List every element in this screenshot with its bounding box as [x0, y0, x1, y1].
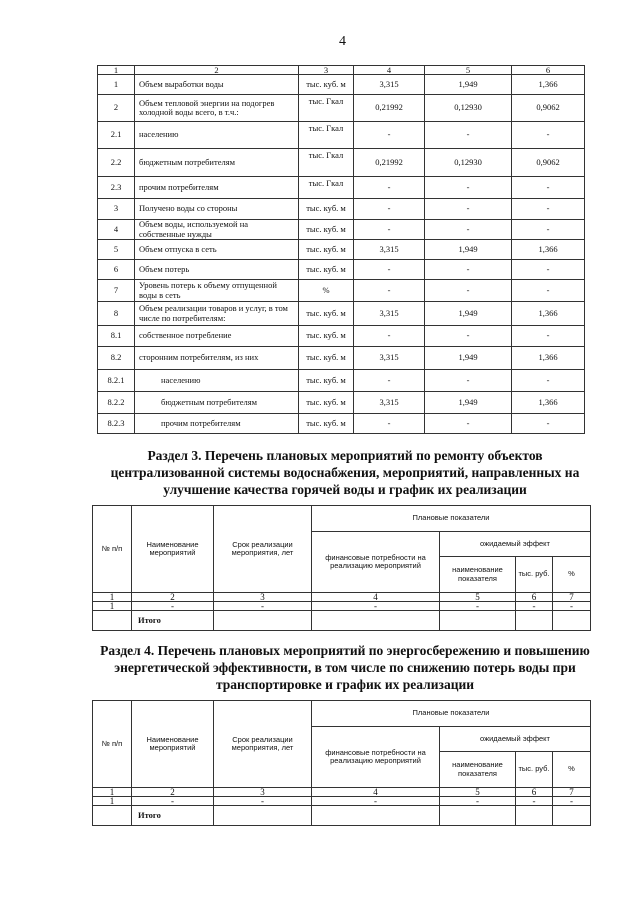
table-row: [98, 302, 585, 326]
table-row: [98, 220, 585, 240]
header-name: Наименование мероприятий: [132, 506, 214, 593]
cell-v6: -: [512, 414, 585, 434]
column-numbers-row: [93, 788, 591, 797]
column-number: 4: [354, 66, 425, 75]
cell-v6: 1,366: [512, 240, 585, 260]
cell-name: Объем выработки воды: [135, 75, 299, 95]
header-indicator: наименование показателя: [440, 752, 516, 788]
cell-v5: -: [425, 260, 512, 280]
table-row: [98, 177, 585, 199]
cell-v4: 3,315: [354, 302, 425, 326]
cell-v5: 1,949: [425, 240, 512, 260]
cell-v6: 1,366: [512, 392, 585, 414]
table-row: [98, 280, 585, 302]
cell-v4: 3,315: [354, 347, 425, 370]
cell-v6: 0,9062: [512, 95, 585, 122]
cell-unit: тыс. Гкал: [299, 177, 354, 199]
cell: -: [214, 797, 312, 806]
cell-n: 1: [98, 75, 135, 95]
table-row: [93, 797, 591, 806]
cell-v4: -: [354, 280, 425, 302]
table-row: [98, 392, 585, 414]
cell-n: 7: [98, 280, 135, 302]
cell-v4: -: [354, 122, 425, 149]
cell-v4: -: [354, 370, 425, 392]
header-pct: %: [553, 557, 591, 593]
total-row: [93, 611, 591, 631]
cell: -: [214, 602, 312, 611]
table-row: [98, 149, 585, 177]
cell-n: 8.1: [98, 326, 135, 347]
column-number: 3: [214, 788, 312, 797]
cell-name: Уровень потерь к объему отпущенной воды в сеть: [135, 280, 299, 302]
column-number: 2: [132, 788, 214, 797]
header-name: Наименование мероприятий: [132, 701, 214, 788]
cell-v6: -: [512, 220, 585, 240]
cell: -: [440, 797, 516, 806]
cell-v6: 1,366: [512, 302, 585, 326]
cell: -: [132, 797, 214, 806]
total-row: [93, 806, 591, 826]
cell-n: 6: [98, 260, 135, 280]
column-number: 1: [98, 66, 135, 75]
cell-v4: 0,21992: [354, 149, 425, 177]
cell-unit: тыс. Гкал: [299, 149, 354, 177]
column-number: 3: [214, 593, 312, 602]
column-number: 5: [425, 66, 512, 75]
table-row: [98, 370, 585, 392]
cell-v5: -: [425, 326, 512, 347]
cell-name: бюджетным потребителям: [135, 392, 299, 414]
column-number: 7: [553, 788, 591, 797]
cell-n: 5: [98, 240, 135, 260]
cell-v5: 1,949: [425, 75, 512, 95]
cell-unit: тыс. куб. м: [299, 240, 354, 260]
cell-v6: -: [512, 370, 585, 392]
header-fin: финансовые потребности на реализацию мероприятий: [312, 532, 440, 593]
cell-name: бюджетным потребителям: [135, 149, 299, 177]
section-4-title: Раздел 4. Перечень плановых мероприятий по энергосбережению и повышению энергетической эффективности, в том числе по снижению потерь воды при транспортировке и график их реализации: [100, 643, 590, 692]
section-3-title: Раздел 3. Перечень плановых мероприятий по ремонту объектов централизованной системы водоснабжения, мероприятий, направленных на улучшение качества горячей воды и график их реализации: [110, 448, 580, 497]
cell-v5: -: [425, 177, 512, 199]
section-4-table: [92, 700, 591, 826]
column-number: 7: [553, 593, 591, 602]
cell-n: 8: [98, 302, 135, 326]
cell-v5: -: [425, 414, 512, 434]
header-term: Срок реализации мероприятия, лет: [214, 506, 312, 593]
cell-v5: 1,949: [425, 302, 512, 326]
cell: 1: [93, 602, 132, 611]
cell-unit: %: [299, 280, 354, 302]
cell-v6: -: [512, 326, 585, 347]
cell-v5: 0,12930: [425, 95, 512, 122]
cell-v4: 3,315: [354, 392, 425, 414]
cell-n: 2.3: [98, 177, 135, 199]
cell-n: 8.2.3: [98, 414, 135, 434]
header-num: № п/п: [93, 701, 132, 788]
cell-unit: тыс. куб. м: [299, 75, 354, 95]
cell-v4: -: [354, 414, 425, 434]
cell-name: населению: [135, 370, 299, 392]
header-pct: %: [553, 752, 591, 788]
section-3-table: [92, 505, 591, 631]
column-number: 6: [512, 66, 585, 75]
cell-name: Объем отпуска в сеть: [135, 240, 299, 260]
table-row: [98, 260, 585, 280]
cell: -: [312, 797, 440, 806]
cell-v4: -: [354, 199, 425, 220]
cell-unit: тыс. куб. м: [299, 414, 354, 434]
table-row: [98, 199, 585, 220]
column-number: 5: [440, 788, 516, 797]
column-number: 1: [93, 593, 132, 602]
cell-name: сторонним потребителям, из них: [135, 347, 299, 370]
cell: -: [553, 797, 591, 806]
cell-v6: -: [512, 280, 585, 302]
table-row: [98, 326, 585, 347]
table-header-row: [98, 66, 585, 75]
cell-v6: -: [512, 122, 585, 149]
cell-v4: -: [354, 177, 425, 199]
cell: -: [553, 602, 591, 611]
cell-name: прочим потребителям: [135, 177, 299, 199]
column-number: 5: [440, 593, 516, 602]
cell-v6: -: [512, 199, 585, 220]
header-rub: тыс. руб.: [516, 557, 553, 593]
cell-name: Объем воды, используемой на собственные нужды: [135, 220, 299, 240]
cell-v4: -: [354, 326, 425, 347]
total-label: Итого: [132, 611, 214, 631]
cell-unit: тыс. куб. м: [299, 370, 354, 392]
table-row: [98, 75, 585, 95]
cell-v6: -: [512, 177, 585, 199]
cell-n: 8.2: [98, 347, 135, 370]
table-row: [98, 240, 585, 260]
total-label: Итого: [132, 806, 214, 826]
column-number: 3: [299, 66, 354, 75]
column-number: 2: [132, 593, 214, 602]
cell: -: [516, 602, 553, 611]
cell-unit: тыс. Гкал: [299, 95, 354, 122]
cell-n: 3: [98, 199, 135, 220]
cell-unit: тыс. куб. м: [299, 302, 354, 326]
cell-unit: тыс. куб. м: [299, 199, 354, 220]
column-number: 4: [312, 593, 440, 602]
cell-n: 4: [98, 220, 135, 240]
cell: -: [516, 797, 553, 806]
cell-v4: 3,315: [354, 240, 425, 260]
cell-name: прочим потребителям: [135, 414, 299, 434]
cell: 1: [93, 797, 132, 806]
table-row: [93, 602, 591, 611]
cell-v6: -: [512, 260, 585, 280]
column-numbers-row: [93, 593, 591, 602]
header-effect: ожидаемый эффект: [440, 727, 591, 752]
cell: -: [312, 602, 440, 611]
header-fin: финансовые потребности на реализацию мероприятий: [312, 727, 440, 788]
cell-n: 2: [98, 95, 135, 122]
cell-v6: 1,366: [512, 347, 585, 370]
cell-v5: -: [425, 199, 512, 220]
cell-v5: 1,949: [425, 347, 512, 370]
column-number: 1: [93, 788, 132, 797]
cell-n: 2.1: [98, 122, 135, 149]
cell: -: [440, 602, 516, 611]
cell-v4: -: [354, 220, 425, 240]
cell-n: 8.2.1: [98, 370, 135, 392]
column-number: 4: [312, 788, 440, 797]
cell-v6: 1,366: [512, 75, 585, 95]
column-number: 2: [135, 66, 299, 75]
column-number: 6: [516, 788, 553, 797]
table-row: [98, 95, 585, 122]
cell-n: 2.2: [98, 149, 135, 177]
cell-unit: тыс. куб. м: [299, 326, 354, 347]
cell-name: Объем потерь: [135, 260, 299, 280]
cell-unit: тыс. Гкал: [299, 122, 354, 149]
cell-v5: 0,12930: [425, 149, 512, 177]
column-number: 6: [516, 593, 553, 602]
cell-v4: -: [354, 260, 425, 280]
cell-name: населению: [135, 122, 299, 149]
header-plan: Плановые показатели: [312, 701, 591, 727]
cell-v5: -: [425, 280, 512, 302]
table-row: [98, 347, 585, 370]
cell-name: собственное потребление: [135, 326, 299, 347]
cell-unit: тыс. куб. м: [299, 347, 354, 370]
water-balance-table: [97, 65, 585, 434]
header-term: Срок реализации мероприятия, лет: [214, 701, 312, 788]
cell-v4: 0,21992: [354, 95, 425, 122]
cell-unit: тыс. куб. м: [299, 392, 354, 414]
header-indicator: наименование показателя: [440, 557, 516, 593]
cell-name: Объем реализации товаров и услуг, в том числе по потребителям:: [135, 302, 299, 326]
table-row: [98, 414, 585, 434]
cell-name: Получено воды со стороны: [135, 199, 299, 220]
page-number: 4: [339, 34, 346, 49]
cell-unit: тыс. куб. м: [299, 220, 354, 240]
cell-v6: 0,9062: [512, 149, 585, 177]
cell-name: Объем тепловой энергии на подогрев холодной воды всего, в т.ч.:: [135, 95, 299, 122]
cell-v5: -: [425, 370, 512, 392]
cell-v5: -: [425, 220, 512, 240]
cell-n: 8.2.2: [98, 392, 135, 414]
cell-v5: -: [425, 122, 512, 149]
header-plan: Плановые показатели: [312, 506, 591, 532]
cell-unit: тыс. куб. м: [299, 260, 354, 280]
cell-v4: 3,315: [354, 75, 425, 95]
cell-v5: 1,949: [425, 392, 512, 414]
header-num: № п/п: [93, 506, 132, 593]
header-effect: ожидаемый эффект: [440, 532, 591, 557]
header-rub: тыс. руб.: [516, 752, 553, 788]
table-row: [98, 122, 585, 149]
cell: -: [132, 602, 214, 611]
